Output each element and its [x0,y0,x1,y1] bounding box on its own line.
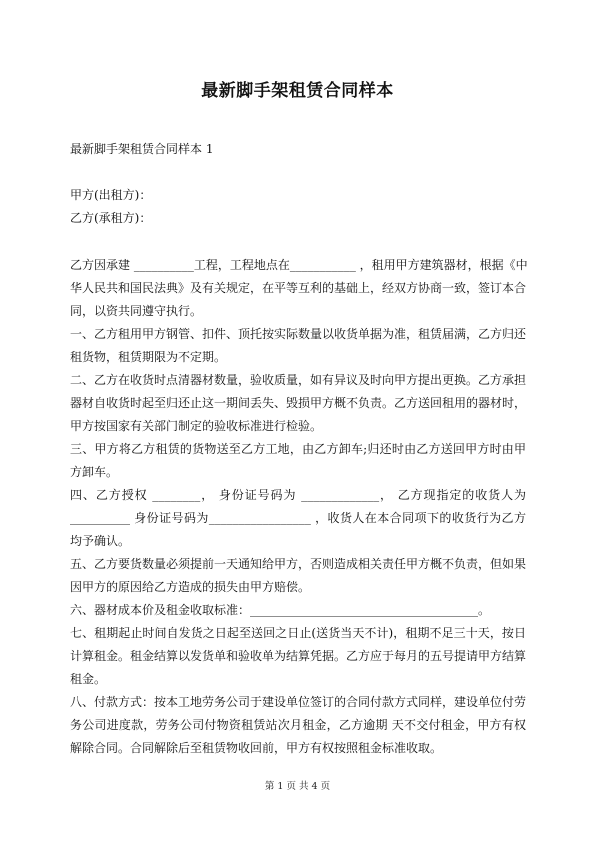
clause-8-line: 八、付款方式：按本工地劳务公司于建设单位签订的合同付款方式同样，建设单位付劳 [70,695,527,709]
intro-line: 同，以资共同遵守执行。 [70,304,203,318]
clause-2-line: 二、乙方在收货时点清器材数量，验收质量，如有异议及时向甲方提出更换。乙方承担 [70,373,527,387]
clause-3-line: 方卸车。 [70,465,119,479]
clause-4-line: 均予确认。 [70,534,131,548]
intro-line: 乙方因承建 __________工程，工程地点在___________ ，租用甲方建筑器材，根据《中 [70,258,528,272]
clause-2-line: 器材自收货时起至归还止这一期间丢失、毁损甲方概不负责。乙方送回租用的器材时， [70,396,527,410]
clause-5-line: 因甲方的原因给乙方造成的损失由甲方赔偿。 [70,580,311,594]
contract-body [70,254,526,760]
clause-1-line: 一、乙方租用甲方钢管、扣件、顶托按实际数量以收货单据为准，租赁届满，乙方归还 [70,327,527,341]
clause-1-line: 租货物，租赁期限为不定期。 [70,350,227,364]
clause-8-line: 解除合同。合同解除后至租赁物收回前，甲方有权按照租金标准收取。 [70,741,443,755]
clause-2-line: 甲方按国家有关部门制定的验收标准进行检验。 [70,419,323,433]
clause-7-line: 七、租期起止时间自发货之日起至送回之日止(送货当天不计)，租期不足三十天，按日 [70,626,526,640]
party-b-label: 乙方(承租方)： [70,211,152,225]
clause-7-line: 计算租金。租金结算以发货单和验收单为结算凭据。乙方应于每月的五号提请甲方结算 [70,649,527,663]
clause-5-line: 五、乙方要货数量必须提前一天通知给甲方，否则造成相关责任甲方概不负责，但如果 [70,557,527,571]
clause-7-line: 租金。 [70,672,107,686]
page-number: 第 1 页 共 4 页 [264,781,331,792]
intro-line: 华人民共和国民法典》及有关规定，在平等互利的基础上，经双方协商一致，签订本合 [70,281,527,295]
party-a-label: 甲方(出租方)： [70,188,152,202]
clause-4-line: 四、乙方授权 ________， 身份证号码为 _____________， 乙方现指定的收货人为 [70,488,526,502]
clause-4-line: __________ 身份证号码为_________________ ，收货人在本合同项下的收货行为乙方 [70,511,526,525]
clause-3-line: 三、甲方将乙方租赁的货物送至乙方工地，由乙方卸车;归还时由乙方送回甲方时由甲 [70,442,526,456]
document-subtitle: 最新脚手架租赁合同样本 1 [70,142,214,156]
clause-6-line: 六、器材成本价及租金收取标准：______________________________________。 [70,603,491,617]
clause-8-line: 务公司进度款，劳务公司付物资租赁站次月租金，乙方逾期 天不交付租金，甲方有权 [70,718,526,732]
document-title: 最新脚手架租赁合同样本 [201,81,394,101]
